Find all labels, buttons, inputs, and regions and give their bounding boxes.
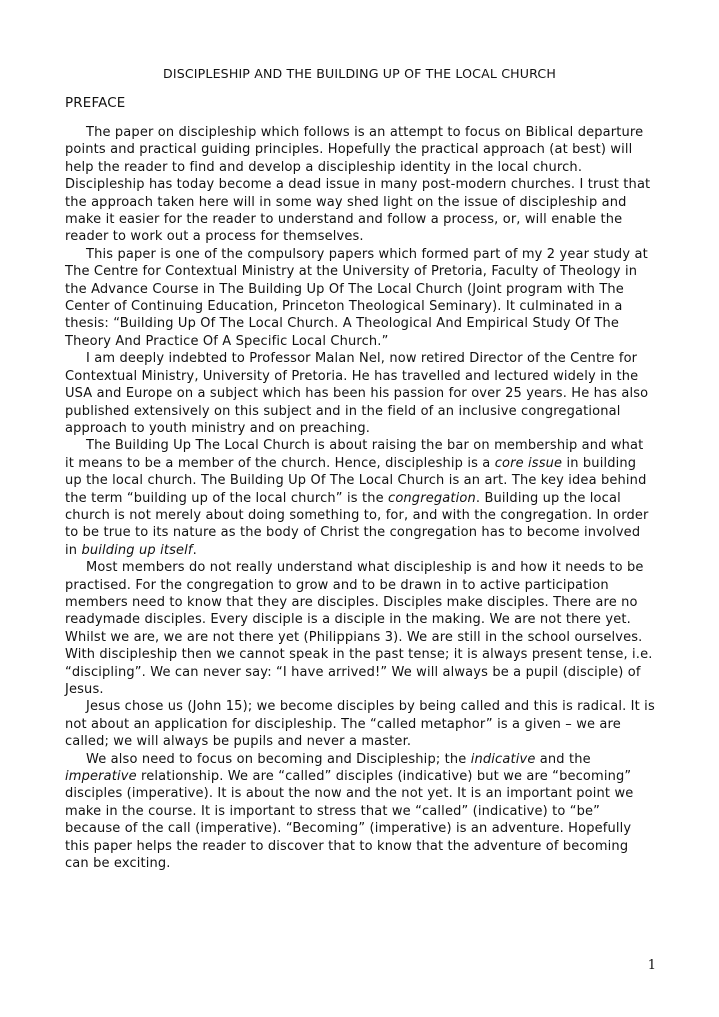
paragraph-text: Jesus chose us (John 15); we become disciples by being called and this is radical. It is not about an application for discipleship. The “called metaphor” is a given – we are called; we will always be pupils and never a master.: [65, 699, 655, 750]
emphasis-text: core issue: [494, 455, 563, 471]
paragraph-text: and the: [535, 751, 591, 767]
paragraph-text: .: [192, 542, 197, 558]
paragraph-text: in building up the local church. The Building Up Of The Local Church is an art. The key idea behind the term “building up of the local church” is the: [65, 455, 647, 506]
section-heading: PREFACE: [65, 96, 126, 111]
emphasis-text: building up itself: [81, 542, 193, 558]
document-title: DISCIPLESHIP AND THE BUILDING UP OF THE LOCAL CHURCH: [163, 66, 556, 81]
paragraph-text: The paper on discipleship which follows is an attempt to focus on Biblical departure points and practical guiding principles. Hopefully the practical approach (at best) will help the reader to find and develop a discipleship identity in the local church. Discipleship has today become a dead issue in many post-modern churches. I trust that the approach taken here will in some way shed light on the issue of discipleship and make it easier for the reader to understand and follow a process, or, will enable the reader to work out a process for themselves.: [65, 125, 651, 245]
paragraph: [65, 698, 655, 750]
paragraph: [65, 559, 655, 698]
paragraph-text: This paper is one of the compulsory papers which formed part of my 2 year study at The Centre for Contextual Ministry at the University of Pretoria, Faculty of Theology in the Advance Course in The Building Up Of The Local Church (Joint program with The Center of Continuing Education, Princeton Theological Seminary). It culminated in a thesis: “Building Up Of The Local Church. A Theological And Empirical Study Of The Theory And Practice Of A Specific Local Church.”: [65, 246, 648, 349]
paragraph-text: We also need to focus on becoming and Discipleship; the: [86, 751, 471, 767]
paragraph-text: The Building Up The Local Church is about raising the bar on membership and what it means to be a member of the church. Hence, discipleship is a: [65, 438, 644, 471]
paragraph-text: . Building up the local church is not merely about doing something to, for, and with the congregation. In order to be true to its nature as the body of Christ the congregation has to become involved in: [65, 490, 649, 558]
paragraph: [65, 437, 655, 559]
paragraph-text: Most members do not really understand what discipleship is and how it needs to be practised. For the congregation to grow and to be drawn in to active participation members need to know that they are disciples. Disciples make disciples. There are no readymade disciples. Every disciple is a disciple in the making. We are not there yet. Whilst we are, we are not there yet (Philippians 3). We are still in the school ourselves. With discipleship then we cannot speak in the past tense; it is always present tense, i.e. “discipling”. We can never say: “I have arrived!” We will always be a pupil (disciple) of Jesus.: [65, 560, 653, 697]
emphasis-text: imperative: [65, 769, 137, 785]
paragraph: [65, 246, 655, 350]
paragraph: [65, 751, 655, 873]
preface-body: [65, 124, 655, 872]
page-number: 1: [647, 958, 656, 973]
paragraph-text: relationship. We are “called” disciples (indicative) but we are “becoming” disciples (imperative). It is about the now and the not yet. It is an important point we make in the course. It is important to stress that we “called” (indicative) to “be” because of the call (imperative). “Becoming” (imperative) is an adventure. Hopefully this paper helps the reader to discover that to know that the adventure of becoming can be exciting.: [65, 769, 634, 872]
emphasis-text: congregation: [388, 490, 476, 506]
paragraph: [65, 124, 655, 246]
paragraph-text: I am deeply indebted to Professor Malan Nel, now retired Director of the Centre for Contextual Ministry, University of Pretoria. He has travelled and lectured widely in the USA and Europe on a subject which has been his passion for over 25 years. He has also published extensively on this subject and in the field of an inclusive congregational approach to youth ministry and on preaching.: [65, 351, 649, 436]
paragraph: [65, 350, 655, 437]
emphasis-text: indicative: [470, 751, 536, 767]
